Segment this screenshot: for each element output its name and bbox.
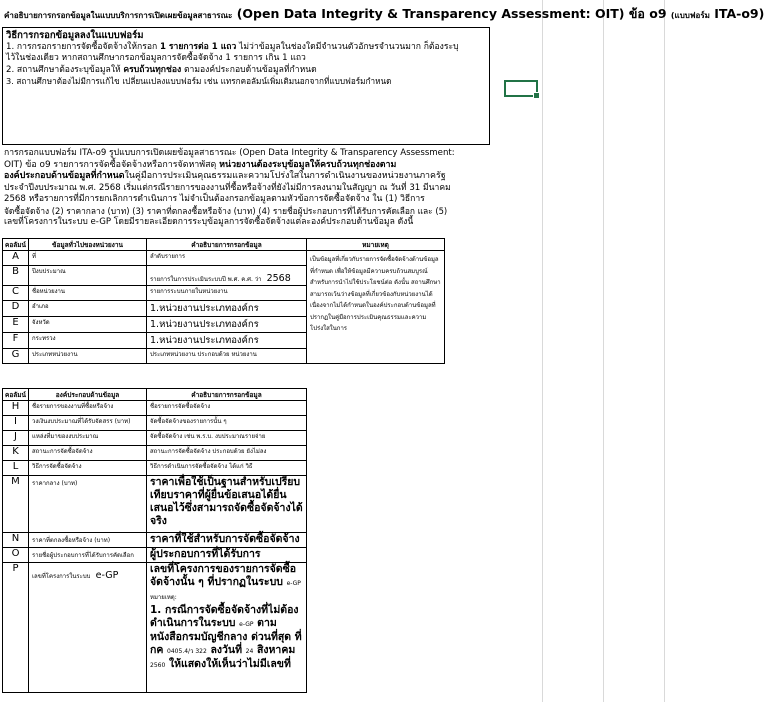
desc-text: รายการในการประเมินระบบปี พ.ศ. ค.ศ. ว่า: [150, 276, 262, 283]
field-desc: จัดซื้อจัดจ้าง เช่น พ.ร.บ. งบประมาณรายจ่าย: [147, 431, 307, 446]
field-desc: ผู้ประกอบการที่ได้รับการ: [147, 548, 307, 563]
desc-3b: ในคู่มือการประเมินคุณธรรมและความโปร่งใสในการดำเนินงานของหน่วยงานภาครัฐ: [124, 171, 446, 181]
instruction-1c: ไม่ว่าข้อมูลในช่องใดมีจำนวนตัวอักษรจำนวนมาก ก็ต้องระบุ: [239, 41, 459, 52]
field-desc: [147, 266, 307, 286]
field-egp: e-GP: [95, 570, 119, 581]
field-name: วงเงินงบประมาณที่ได้รับจัดสรร (บาท): [29, 416, 147, 431]
field-name: อำเภอ: [29, 301, 147, 317]
field-name: สถานะการจัดซื้อจัดจ้าง: [29, 446, 147, 461]
field-name: ประเภทหน่วยงาน: [29, 349, 147, 364]
field-name: ที่: [29, 251, 147, 266]
field-text: เลขที่โครงการในระบบ: [32, 573, 91, 580]
desc-part: 0405.4/ว 322: [167, 648, 207, 655]
column-letter: E: [3, 317, 29, 333]
desc-part: e-GP: [286, 580, 301, 587]
field-name: ปีงบประมาณ: [29, 266, 147, 286]
general-info-table: [2, 238, 445, 364]
table-row: [3, 461, 307, 476]
table-row: [3, 431, 307, 446]
col-header: คอลัมน์: [3, 389, 29, 401]
desc-3a: องค์ประกอบด้านข้อมูลที่กำหนด: [4, 171, 125, 181]
field-desc: [147, 301, 307, 317]
instruction-2c: ตามองค์ประกอบด้านข้อมูลที่กำหนด: [183, 64, 317, 75]
column-letter: B: [3, 266, 29, 286]
table-header-row: [3, 389, 307, 401]
gridline: [664, 0, 665, 702]
column-letter: K: [3, 446, 29, 461]
instruction-line-1d: ไว้ในช่องเดียว หากสถานศึกษากรอกข้อมูลการจัดซื้อจัดจ้าง 1 รายการ เกิน 1 แถว: [6, 53, 306, 63]
instruction-1a: 1. การกรอกรายการจัดซื้อจัดจ้างให้กรอก: [6, 41, 158, 52]
col-header: คำอธิบายการกรอกข้อมูล: [147, 389, 307, 401]
desc-line-2: [4, 160, 486, 172]
desc-year: 2568: [266, 273, 291, 284]
field-desc: ลำดับรายการ: [147, 251, 307, 266]
desc-part: e-GP: [239, 621, 254, 628]
desc-line-1: การกรอกแบบฟอร์ม ITA-o9 รูปแบบการเปิดเผยข้อมูลสาธารณะ (Open Data Integrity & Transparency Assessment:: [4, 148, 455, 158]
field-name: [29, 563, 147, 693]
desc-2a: OIT) ข้อ o9 รายการการจัดซื้อจัดจ้างหรือการจัดหาพัสดุ: [4, 159, 217, 170]
field-desc: รายการระบบภายในหน่วยงาน: [147, 286, 307, 301]
field-name: แหล่งที่มาของงบประมาณ: [29, 431, 147, 446]
desc-part: 1. กรณีการจัดซื้อจัดจ้างที่ไม่ต้องดำเนินการในระบบ: [150, 604, 299, 629]
gridline: [603, 0, 604, 702]
col-header: คำอธิบายการกรอกข้อมูล: [147, 239, 307, 251]
field-name: กระทรวง: [29, 333, 147, 349]
desc-line-3: [4, 171, 486, 183]
desc-num: 1.: [150, 319, 160, 330]
column-letter: M: [3, 476, 29, 533]
field-desc: สถานะการจัดซื้อจัดจ้าง ประกอบด้วย ยังไม่ลง: [147, 446, 307, 461]
desc-part: สิงหาคม: [256, 644, 296, 656]
column-letter: D: [3, 301, 29, 317]
field-desc: วิธีการดำเนินการจัดซื้อจัดจ้าง ได้แก่ วิธี: [147, 461, 307, 476]
description-paragraph: [4, 148, 486, 229]
field-name: จังหวัด: [29, 317, 147, 333]
field-desc: [147, 563, 307, 693]
instruction-line-2: [6, 65, 486, 77]
field-name: วิธีการจัดซื้อจัดจ้าง: [29, 461, 147, 476]
desc-part: ให้แสดงให้เห็นว่าไม่มีเลขที่: [168, 658, 291, 670]
table-row: [3, 563, 307, 693]
column-letter: P: [3, 563, 29, 693]
column-letter: L: [3, 461, 29, 476]
field-name: ชื่อรายการของงานที่ซื้อหรือจ้าง: [29, 401, 147, 416]
column-letter: A: [3, 251, 29, 266]
desc-part: 24: [245, 648, 254, 655]
table-row: [3, 251, 445, 266]
desc-part: เลขที่โครงการของรายการจัดซื้อจัดจ้างนั้น ๆ ที่ปรากฏในระบบ: [150, 563, 297, 588]
field-name: รายชื่อผู้ประกอบการที่ได้รับการคัดเลือก: [29, 548, 147, 563]
column-letter: N: [3, 533, 29, 548]
instruction-2a: 2. สถานศึกษาต้องระบุข้อมูลให้: [6, 64, 121, 75]
field-desc: จัดซื้อจัดจ้างของรายการนั้น ๆ: [147, 416, 307, 431]
instructions-box: [2, 27, 490, 145]
instruction-line-3: 3. สถานศึกษาต้องไม่มีการแก้ไข เปลี่ยนแปลงแบบฟอร์ม เช่น แทรกคอลัมน์เพิ่มเติมนอกจากที่แบบฟอร์มกำหนด: [6, 76, 392, 86]
field-name: ชื่อหน่วยงาน: [29, 286, 147, 301]
fill-handle[interactable]: [533, 92, 540, 99]
table-row: [3, 401, 307, 416]
instruction-line-1: [6, 42, 486, 54]
col-header: คอลัมน์: [3, 239, 29, 251]
desc-line-5: 2568 หรือรายการที่มีการยกเลิกการดำเนินการ ไม่จำเป็นต้องกรอกข้อมูลตามหัวข้อการจัดซื้อจัดจ้าง ใน (1) วิธีการ: [4, 194, 425, 204]
desc-2b: หน่วยงานต้องระบุข้อมูลให้ครบถ้วนทุกช่องตาม: [219, 159, 397, 170]
table-row: [3, 446, 307, 461]
title-suffix-small: (แบบฟอร์ม: [670, 11, 710, 20]
instruction-2b: ครบถ้วนทุกช่อง: [123, 64, 182, 75]
field-desc: [147, 333, 307, 349]
desc-line-6: จัดซื้อจัดจ้าง (2) ราคากลาง (บาท) (3) ราคาที่ตกลงซื้อหรือจ้าง (บาท) (4) รายชื่อผู้ประกอบการที่ได้รับการคัดเลือก และ (5): [4, 205, 448, 216]
page-title: [4, 4, 764, 24]
desc-num: 1.: [150, 303, 160, 314]
table-row: [3, 476, 307, 533]
table-row: [3, 416, 307, 431]
table-row: [3, 533, 307, 548]
field-name: ราคาที่ตกลงซื้อหรือจ้าง (บาท): [29, 533, 147, 548]
desc-part: ลงวันที่: [210, 644, 243, 656]
desc-num: 1.: [150, 335, 160, 346]
note-label: หมายเหตุ:: [150, 594, 177, 601]
instructions-heading: วิธีการกรอกข้อมูลลงในแบบฟอร์ม: [6, 30, 144, 41]
col-header: องค์ประกอบด้านข้อมูล: [29, 389, 147, 401]
desc-text: หน่วยงานประเภทองค์กร: [159, 319, 259, 330]
desc-text: หน่วยงานประเภทองค์กร: [159, 303, 259, 314]
title-prefix: คำอธิบายการกรอกข้อมูลในแบบบริการการเปิดเผยข้อมูลสาธารณะ: [4, 11, 233, 20]
desc-text: หน่วยงานประเภทองค์กร: [159, 335, 259, 346]
column-letter: J: [3, 431, 29, 446]
data-elements-table: [2, 388, 307, 693]
field-desc: ราคาที่ใช้สำหรับการจัดซื้อจัดจ้าง: [147, 533, 307, 548]
column-letter: C: [3, 286, 29, 301]
field-desc: ชื่อรายการจัดซื้อจัดจ้าง: [147, 401, 307, 416]
column-letter: G: [3, 349, 29, 364]
field-desc: ประเภทหน่วยงาน ประกอบด้วย หน่วยงาน: [147, 349, 307, 364]
field-desc: [147, 317, 307, 333]
instruction-1b: 1 รายการต่อ 1 แถว: [159, 41, 237, 52]
selected-cell[interactable]: [504, 80, 538, 97]
column-letter: H: [3, 401, 29, 416]
remark-cell: เป็นข้อมูลที่เกี่ยวกับรายการจัดซื้อจัดจ้างด้านข้อมูลที่กำหนด เพื่อให้ข้อมูลมีความครบถ้วนสมบูรณ์สำหรับการนำไปใช้ประโยชน์ต่อ ดังนั้น สถานศึกษาสามารถเว้นว่างข้อมูลที่เกี่ยวข้องกับหน่วยงานได้ เนื่องจากไม่ได้กำหนดในองค์ประกอบด้านข้อมูลที่ปรากฏในคู่มือการประเมินคุณธรรมและความโปร่งใสในการ: [307, 251, 445, 364]
desc-part: 2560: [150, 662, 166, 669]
column-letter: I: [3, 416, 29, 431]
col-header: ข้อมูลทั่วไปของหน่วยงาน: [29, 239, 147, 251]
gridline: [542, 0, 543, 702]
desc-line-7: เลขที่โครงการในระบบ e-GP โดยมีรายละเอียดการระบุข้อมูลการจัดซื้อจัดจ้างแต่ละองค์ประกอบด้านข้อมูล ดังนี้: [4, 217, 414, 227]
col-header: หมายเหตุ: [307, 239, 445, 251]
field-name: ราคากลาง (บาท): [29, 476, 147, 533]
title-main: (Open Data Integrity & Transparency Assessment: OIT) ข้อ o9: [236, 6, 667, 21]
field-desc: ราคาเพื่อใช้เป็นฐานสำหรับเปรียบเทียบราคาที่ผู้ยื่นข้อเสนอได้ยื่น เสนอไว้ซึ่งสามารถจัดซื้อจัดจ้างได้จริง: [147, 476, 307, 533]
column-letter: F: [3, 333, 29, 349]
title-suffix: ITA-o9): [714, 6, 764, 21]
desc-part: ตามหนังสือกรมบัญชีกลาง ด่วนที่สุด ที่ กค: [150, 617, 302, 656]
table-row: [3, 548, 307, 563]
desc-line-4: ประจำปีงบประมาณ พ.ศ. 2568 เริ่มแต่กรณีรายการของงานที่ซื้อหรือจ้างที่ยังไม่มีการลงนามในสัญญา ณ วันที่ 31 มีนาคม: [4, 182, 451, 193]
column-letter: O: [3, 548, 29, 563]
table-header-row: [3, 239, 445, 251]
